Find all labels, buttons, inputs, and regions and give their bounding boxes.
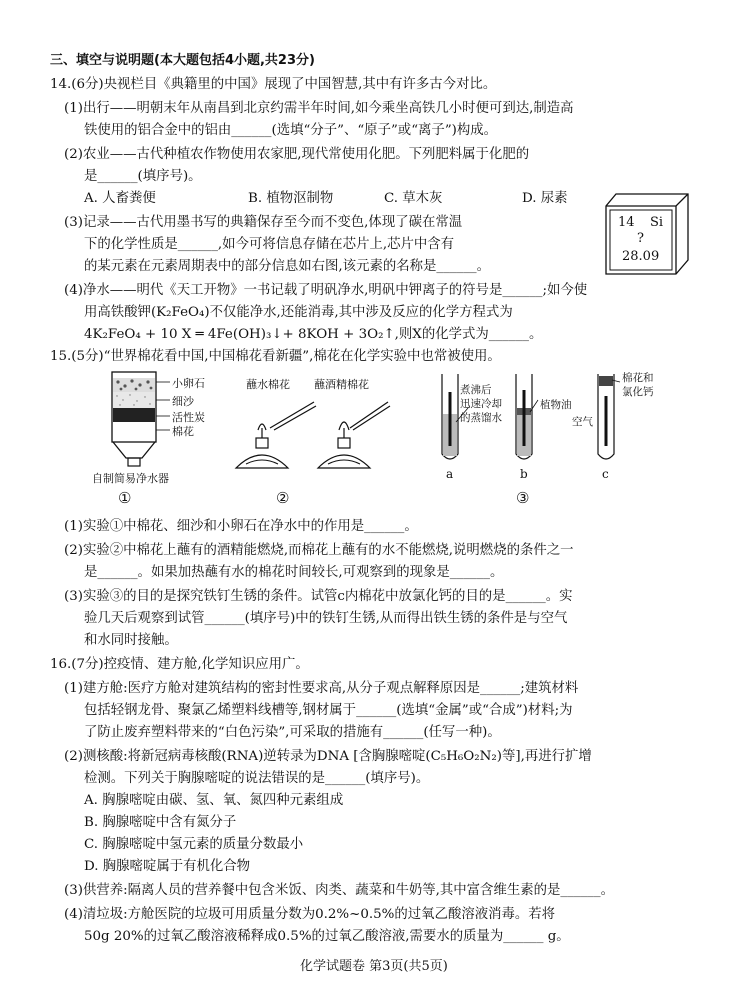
- fig1-label-pebbles: 小卵石: [172, 377, 205, 390]
- q14-part3-line1: (3)记录——古代用墨书写的典籍保存至今而不变色,体现了碳在常温: [64, 215, 463, 230]
- q14-part3-line2: 下的化学性质是______,如今可将信息存储在芯片上,芯片中含有: [84, 237, 455, 252]
- q14-option-c: C. 草木灰: [384, 191, 443, 206]
- q16-part2-line1: (2)测核酸:将新冠病毒核酸(RNA)逆转录为DNA [含胸腺嘧啶(C₅H₆O₂N₂)等],再进行扩增: [64, 749, 592, 764]
- tube-a-label: a: [446, 467, 454, 481]
- q16-part3: (3)供营养:隔离人员的营养餐中包含米饭、肉类、蔬菜和牛奶等,其中富含维生素的是______。: [64, 883, 614, 898]
- q16-option-a: A. 胸腺嘧啶由碳、氢、氧、氮四种元素组成: [84, 793, 344, 808]
- fig2-label-alcohol-cotton: 蘸酒精棉花: [314, 378, 369, 391]
- tube-c-label: c: [602, 467, 609, 481]
- q14-part4-line3: 4K₂FeO₄ + 10 X ═ 4Fe(OH)₃↓+ 8KOH + 3O₂↑,则X的化学式为______。: [84, 327, 543, 342]
- q15-part3-line3: 和水同时接触。: [84, 633, 178, 648]
- element-name: ?: [637, 231, 644, 246]
- q14-part1-line1: (1)出行——明朝末年从南昌到北京约需半年时间,如今乘坐高铁几小时便可到达,制造高: [64, 101, 574, 116]
- q16-part4-line1: (4)清垃圾:方舱医院的垃圾可用质量分数为0.2%~0.5%的过氧乙酸溶液消毒。若将: [64, 907, 556, 922]
- fig2-number: ②: [276, 489, 290, 507]
- element-mass: 28.09: [622, 249, 660, 264]
- q15-part2-line1: (2)实验②中棉花上蘸有的酒精能燃烧,而棉花上蘸有的水不能燃烧,说明燃烧的条件之一: [64, 543, 574, 558]
- q14-intro: 14.(6分)央视栏目《典籍里的中国》展现了中国智慧,其中有许多古今对比。: [50, 77, 497, 92]
- fig2-label-water-cotton: 蘸水棉花: [246, 378, 290, 391]
- element-symbol: Si: [650, 215, 664, 230]
- q14-part2-line2: 是______(填序号)。: [84, 169, 202, 184]
- q14-part4-line2: 用高铁酸钾(K₂FeO₄)不仅能净水,还能消毒,其中涉及反应的化学方程式为: [84, 305, 513, 320]
- q14-part2-line1: (2)农业——古代种植农作物使用农家肥,现代常使用化肥。下列肥料属于化肥的: [64, 147, 530, 162]
- section-header: 三、填空与说明题(本大题包括4小题,共23分): [50, 53, 315, 68]
- fig3-label-distilled: 的蒸馏水: [460, 412, 502, 424]
- fig3-label-cacl2: 氯化钙: [622, 386, 654, 398]
- q14-option-d: D. 尿素: [522, 191, 568, 206]
- fig1-caption: 自制简易净水器: [92, 472, 169, 485]
- q16-part4-line2: 50g 20%的过氧乙酸溶液稀释成0.5%的过氧乙酸溶液,需要水的质量为______ g。: [84, 929, 570, 944]
- q14-part3-line3: 的某元素在元素周期表中的部分信息如右图,该元素的名称是______。: [84, 259, 490, 274]
- fig1-label-carbon: 活性炭: [172, 411, 205, 424]
- q15-intro: 15.(5分)“世界棉花看中国,中国棉花看新疆”,棉花在化学实验中也常被使用。: [50, 349, 501, 364]
- q15-part1: (1)实验①中棉花、细沙和小卵石在净水中的作用是______。: [64, 519, 418, 534]
- q16-intro: 16.(7分)控疫情、建方舱,化学知识应用广。: [50, 657, 309, 672]
- element-tile-figure: [602, 190, 692, 280]
- fig3-label-cotton: 棉花和: [622, 372, 654, 384]
- q16-part1-line3: 了防止废弃塑料带来的“白色污染”,可采取的措施有______(任写一种)。: [84, 725, 501, 740]
- q14-part1-line2: 铁使用的铝合金中的铝由______(选填“分子”、“原子”或“离子”)构成。: [84, 123, 498, 138]
- fig3-label-cooled: 迅速冷却: [460, 398, 502, 410]
- q16-option-d: D. 胸腺嘧啶属于有机化合物: [84, 859, 251, 874]
- q16-option-b: B. 胸腺嘧啶中含有氮分子: [84, 815, 237, 830]
- q15-part2-line2: 是______。如果加热蘸有水的棉花时间较长,可观察到的现象是______。: [84, 565, 504, 580]
- fig1-label-sand: 细沙: [172, 395, 194, 408]
- q14-option-b: B. 植物沤制物: [248, 191, 334, 206]
- element-number: 14: [618, 215, 635, 230]
- water-purifier-figure: [90, 366, 240, 486]
- tube-b-label: b: [520, 467, 528, 481]
- fig3-label-boiled: 煮沸后: [460, 384, 492, 396]
- page-footer: 化学试题卷 第3页(共5页): [300, 959, 448, 974]
- q14-part4-line1: (4)净水——明代《天工开物》一书记载了明矾净水,明矾中钾离子的符号是______;如今使: [64, 283, 588, 298]
- fig3-label-air: 空气: [572, 416, 593, 428]
- fig1-label-cotton: 棉花: [172, 425, 194, 438]
- fig3-label-oil: 植物油: [540, 399, 572, 411]
- fig1-number: ①: [118, 489, 132, 507]
- q16-option-c: C. 胸腺嘧啶中氢元素的质量分数最小: [84, 837, 304, 852]
- q16-part1-line2: 包括轻钢龙骨、聚氯乙烯塑料线槽等,钢材属于______(选填“金属”或“合成”)材料;为: [84, 703, 573, 718]
- q15-part3-line2: 验几天后观察到试管______(填序号)中的铁钉生锈,从而得出铁生锈的条件是与空气: [84, 611, 568, 626]
- q15-part3-line1: (3)实验③的目的是探究铁钉生锈的条件。试管c内棉花中放氯化钙的目的是______。实: [64, 589, 573, 604]
- q14-option-a: A. 人畜粪便: [84, 191, 156, 206]
- fig3-number: ③: [516, 489, 530, 507]
- q16-part1-line1: (1)建方舱:医疗方舱对建筑结构的密封性要求高,从分子观点解释原因是______;建筑材料: [64, 681, 579, 696]
- q16-part2-line2: 检测。下列关于胸腺嘧啶的说法错误的是______(填序号)。: [84, 771, 430, 786]
